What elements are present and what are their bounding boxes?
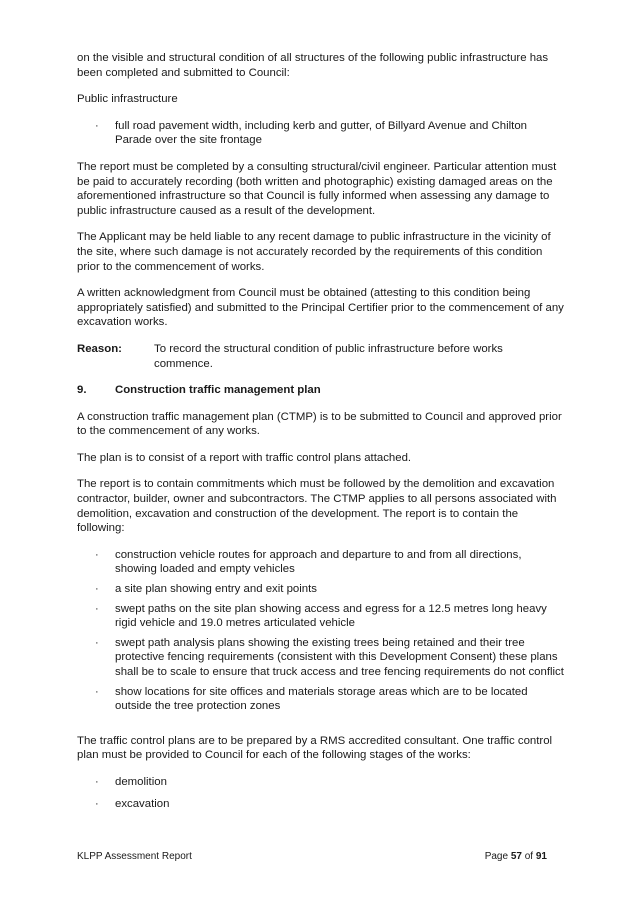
bullet-list-ctmp	[77, 548, 564, 714]
paragraph: The plan is to consist of a report with traffic control plans attached.	[77, 451, 412, 464]
bullet-icon: ·	[95, 636, 99, 649]
total-pages: 91	[535, 851, 547, 862]
subheading-public-infrastructure: Public infrastructure	[77, 93, 178, 106]
page-number: Page 57 of 91	[484, 851, 547, 862]
current-page: 57	[510, 851, 522, 862]
paragraph: The report must be completed by a consulting structural/civil engineer. Particular attention must be paid to accurately recording (both written and photographic) existing damaged areas on the aforementioned infrastructure so that Council is fully informed when assessing any damage to public infrastructure caused as a result of the development.	[77, 160, 557, 217]
paragraph: on the visible and structural condition of all structures of the following public infrastructure has been completed and submitted to Council:	[77, 52, 549, 79]
bullet-icon: ·	[95, 583, 99, 596]
bullet-icon: ·	[95, 775, 99, 788]
list-item: · swept path analysis plans showing the existing trees being retained and their tree protective fencing requirements (consistent with this Development Consent) these plans shall be to scale to ensure that truck access and tree fencing requirements do not conflict	[95, 636, 564, 678]
list-item: · show locations for site offices and materials storage areas which are to be located outside the tree protection zones	[95, 685, 528, 713]
page-footer	[77, 851, 547, 862]
paragraph: A construction traffic management plan (CTMP) is to be submitted to Council and approved prior to the commencement of any works.	[77, 410, 562, 438]
list-item: · a site plan showing entry and exit points	[95, 583, 317, 596]
paragraph: The report is to contain commitments which must be followed by the demolition and excavation contractor, builder, owner and subcontractors. The CTMP applies to all persons associated with demolition, excavation and construction of the development. The report is to contain the following:	[77, 478, 557, 535]
paragraph: A written acknowledgment from Council must be obtained (attesting to this condition being appropriately satisfied) and submitted to the Principal Certifier prior to the commencement of any excavation works.	[77, 287, 564, 329]
section-number: 9.	[77, 384, 87, 397]
paragraph: The traffic control plans are to be prepared by a RMS accredited consultant. One traffic control plan must be provided to Council for each of the following stages of the works:	[77, 734, 553, 762]
reason-label: Reason:	[77, 342, 122, 355]
list-item: · construction vehicle routes for approach and departure to and from all directions, showing loaded and empty vehicles	[95, 548, 522, 576]
footer-report-title: KLPP Assessment Report	[77, 851, 192, 862]
section-heading	[77, 383, 564, 398]
bullet-list-stages	[77, 775, 564, 811]
list-item: · swept paths on the site plan showing access and egress for a 12.5 metres long heavy rigid vehicle and 19.0 metres articulated vehicle	[95, 602, 547, 630]
paragraph: The Applicant may be held liable to any recent damage to public infrastructure in the vicinity of the site, where such damage is not accurately recorded by the requirements of this condition prior to the commencement of works.	[77, 231, 551, 273]
bullet-icon: ·	[95, 685, 99, 698]
section-title: Construction traffic management plan	[115, 384, 321, 397]
reason-text: To record the structural condition of public infrastructure before works commence.	[154, 342, 503, 370]
bullet-list-infrastructure	[77, 119, 564, 148]
bullet-icon: ·	[95, 602, 99, 615]
reason-block	[77, 342, 564, 371]
document-body	[77, 51, 564, 823]
list-item: · full road pavement width, including kerb and gutter, of Billyard Avenue and Chilton Parade over the site frontage	[95, 119, 528, 147]
bullet-icon: ·	[95, 119, 99, 132]
list-item: · excavation	[95, 797, 170, 810]
bullet-icon: ·	[95, 548, 99, 561]
bullet-icon: ·	[95, 797, 99, 810]
list-item: · demolition	[95, 775, 167, 788]
